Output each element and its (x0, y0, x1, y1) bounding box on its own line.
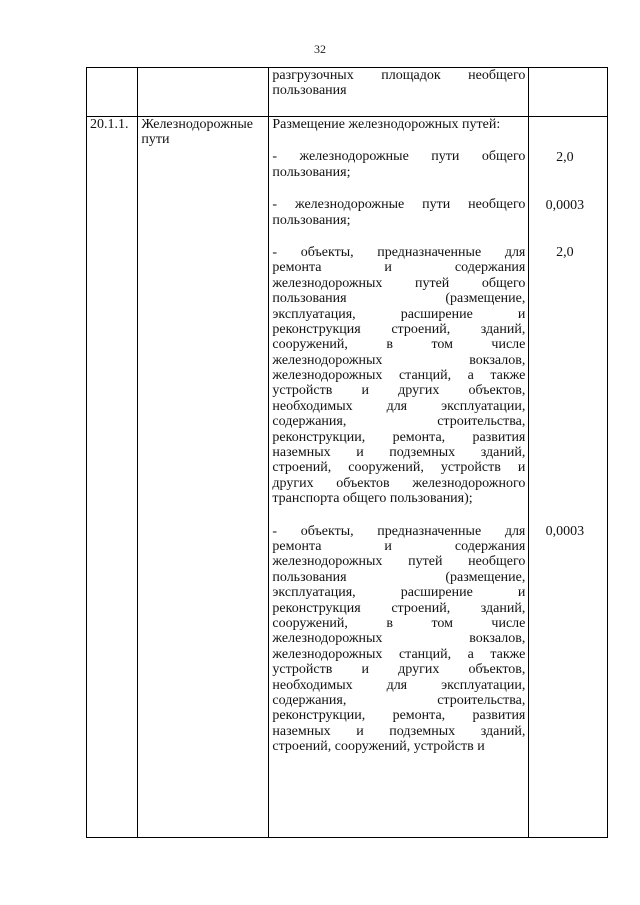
text-line: железнодорожных станций, а также (272, 368, 526, 384)
text-line: - объекты, предназначенные для (272, 244, 526, 260)
coefficient-value: 2,0 (556, 245, 574, 261)
text-line: строений, сооружений, устройств и (272, 739, 485, 755)
text-line: реконструкции, ремонта, развития (272, 429, 526, 445)
list-item (272, 524, 525, 755)
text-line: пользования (размещение, (272, 291, 526, 307)
text-line: реконструкция строений, зданий, (272, 600, 526, 616)
list-item (272, 197, 525, 228)
text-line: ремонта и содержания (272, 538, 526, 554)
text-line: железнодорожных вокзалов, (272, 631, 526, 647)
coefficient-value: 0,0003 (545, 197, 585, 213)
text-line: наземных и подземных зданий, (272, 445, 526, 461)
table-row (87, 68, 608, 117)
text-line: устройств и других объектов, (272, 662, 526, 678)
description-cell (269, 117, 529, 838)
description-cell (269, 68, 529, 117)
section-heading: Размещение железнодорожных путей: (272, 117, 501, 132)
text-line: наземных и подземных зданий, (272, 723, 526, 739)
text-line: транспорта общего пользования); (272, 491, 473, 507)
text-line: пользования (размещение, (272, 569, 526, 585)
page-number: 32 (314, 42, 326, 56)
text-line: необходимых для эксплуатации, (272, 677, 526, 693)
list-item (272, 149, 525, 180)
text-line: разгрузочных площадок необщего (272, 68, 526, 83)
text-line: железнодорожных путей общего (272, 275, 526, 291)
items-list (272, 149, 525, 754)
table-row (87, 117, 608, 838)
coefficient-cell (529, 68, 608, 117)
text-line: пользования (272, 83, 347, 99)
text-line: содержания, строительства, (272, 692, 526, 708)
text-line: - железнодорожные пути общего (272, 149, 526, 165)
list-item (272, 245, 525, 507)
text-line: реконструкции, ремонта, развития (272, 708, 526, 724)
text-line: сооружений, в том числе (272, 615, 526, 631)
text-line: реконструкция строений, зданий, (272, 321, 526, 337)
text-line: пользования; (272, 212, 351, 228)
text-line: эксплуатация, расширение и (272, 306, 526, 322)
land-use-table (86, 67, 608, 838)
text-line: - железнодорожные пути необщего (272, 197, 526, 213)
text-line: других объектов железнодорожного (272, 475, 526, 491)
text-line: ремонта и содержания (272, 260, 526, 276)
text-line: железнодорожных вокзалов, (272, 352, 526, 368)
text-line: устройств и других объектов, (272, 383, 526, 399)
coefficient-value: 2,0 (556, 149, 574, 165)
text-line: строений, сооружений, устройств и (272, 460, 526, 476)
text-line: эксплуатация, расширение и (272, 585, 526, 601)
text-line: железнодорожных путей необщего (272, 554, 526, 570)
text-line: содержания, строительства, (272, 414, 526, 430)
text-line: - объекты, предназначенные для (272, 523, 526, 539)
name-cell: Железнодорожные пути (138, 117, 269, 838)
text-line: необходимых для эксплуатации, (272, 398, 526, 414)
coefficient-value: 0,0003 (545, 524, 585, 540)
coefficient-cell (529, 117, 608, 838)
text-line: пользования; (272, 164, 351, 180)
name-cell (138, 68, 269, 117)
code-cell (87, 68, 138, 117)
text-line: сооружений, в том числе (272, 337, 526, 353)
text-line: железнодорожных станций, а также (272, 646, 526, 662)
code-cell: 20.1.1. (87, 117, 138, 838)
